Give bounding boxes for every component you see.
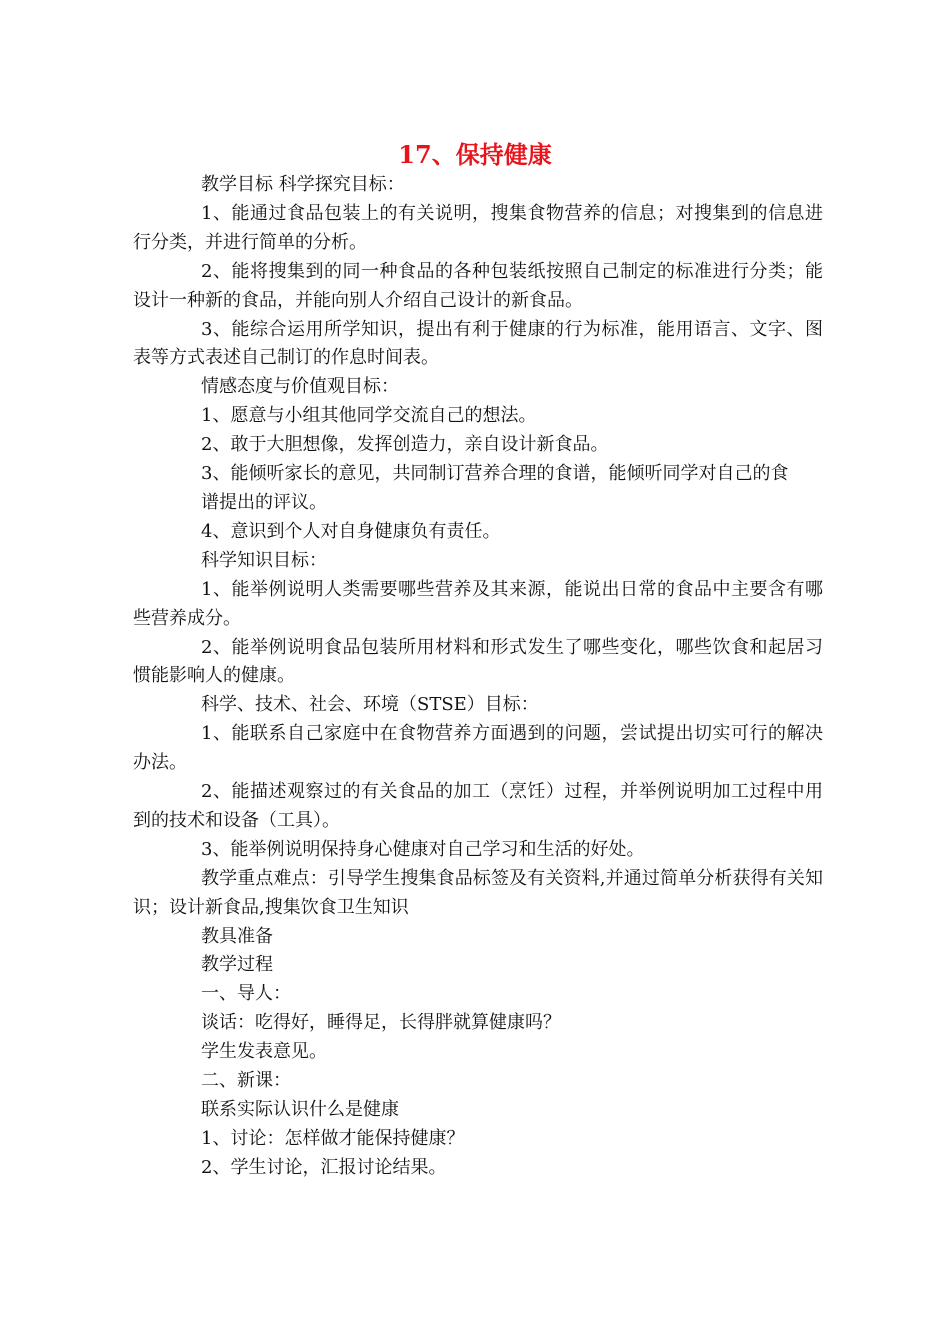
paragraph-intro-opinion: 学生发表意见。 — [201, 1041, 327, 1063]
paragraph-attitude-4: 4、意识到个人对自身健康负有责任。 — [201, 520, 501, 542]
paragraph-discussion-2: 2、学生讨论，汇报讨论结果。 — [201, 1156, 447, 1178]
paragraph-intro-talk: 谈话：吃得好，睡得足，长得胖就算健康吗？ — [201, 1012, 561, 1034]
document-body — [133, 171, 823, 1183]
paragraph-attitude-heading: 情感态度与价值观目标： — [201, 376, 399, 398]
paragraph-intro-heading: 一、导人： — [201, 983, 291, 1005]
paragraph-knowledge-2: 2、能举例说明食品包装所用材料和形式发生了哪些变化，哪些饮食和起居习惯能影响人的健康。 — [133, 636, 823, 687]
paragraph-attitude-1: 1、愿意与小组其他同学交流自己的想法。 — [201, 405, 537, 427]
paragraph-materials: 教具准备 — [201, 925, 273, 947]
paragraph-stse-3: 3、能举例说明保持身心健康对自己学习和生活的好处。 — [201, 838, 645, 860]
paragraph-attitude-3: 3、能倾听家长的意见，共同制订营养合理的食谱，能倾听同学对自己的食 — [201, 463, 789, 485]
paragraph-knowledge-heading: 科学知识目标： — [201, 549, 327, 571]
paragraph-key-points: 教学重点难点：引导学生搜集食品标签及有关资料,并通过简单分析获得有关知识；设计新食品,搜集饮食卫生知识 — [133, 867, 823, 918]
paragraph-discussion-1: 1、讨论：怎样做才能保持健康？ — [201, 1127, 465, 1149]
paragraph-new-lesson-topic: 联系实际认识什么是健康 — [201, 1099, 399, 1120]
paragraph-process-heading: 教学过程 — [201, 954, 273, 976]
paragraph-new-lesson-heading: 二、新课： — [201, 1070, 291, 1092]
paragraph-knowledge-1: 1、能举例说明人类需要哪些营养及其来源，能说出日常的食品中主要含有哪些营养成分。 — [133, 578, 823, 629]
paragraph-stse-1: 1、能联系自己家庭中在食物营养方面遇到的问题，尝试提出切实可行的解决办法。 — [133, 723, 823, 774]
paragraph-inquiry-3: 3、能综合运用所学知识，提出有利于健康的行为标准，能用语言、文字、图表等方式表述自己制订的作息时间表。 — [133, 318, 823, 369]
paragraph-attitude-2: 2、敢于大胆想像，发挥创造力，亲自设计新食品。 — [201, 434, 609, 456]
paragraph-stse-heading: 科学、技术、社会、环境（STSE）目标： — [201, 694, 539, 716]
paragraph-attitude-3-cont: 谱提出的评议。 — [201, 491, 327, 513]
paragraph-stse-2: 2、能描述观察过的有关食品的加工（烹饪）过程，并举例说明加工过程中用到的技术和设备（工具）。 — [133, 781, 823, 831]
paragraph-objectives-heading: 教学目标 科学探究目标： — [201, 174, 405, 195]
paragraph-inquiry-1: 1、能通过食品包装上的有关说明，搜集食物营养的信息；对搜集到的信息进行分类，并进行简单的分析。 — [133, 202, 823, 253]
document-title: 17、保持健康 — [398, 140, 552, 169]
paragraph-inquiry-2: 2、能将搜集到的同一种食品的各种包装纸按照自己制定的标准进行分类；能设计一种新的食品，并能向别人介绍自己设计的新食品。 — [133, 260, 823, 311]
